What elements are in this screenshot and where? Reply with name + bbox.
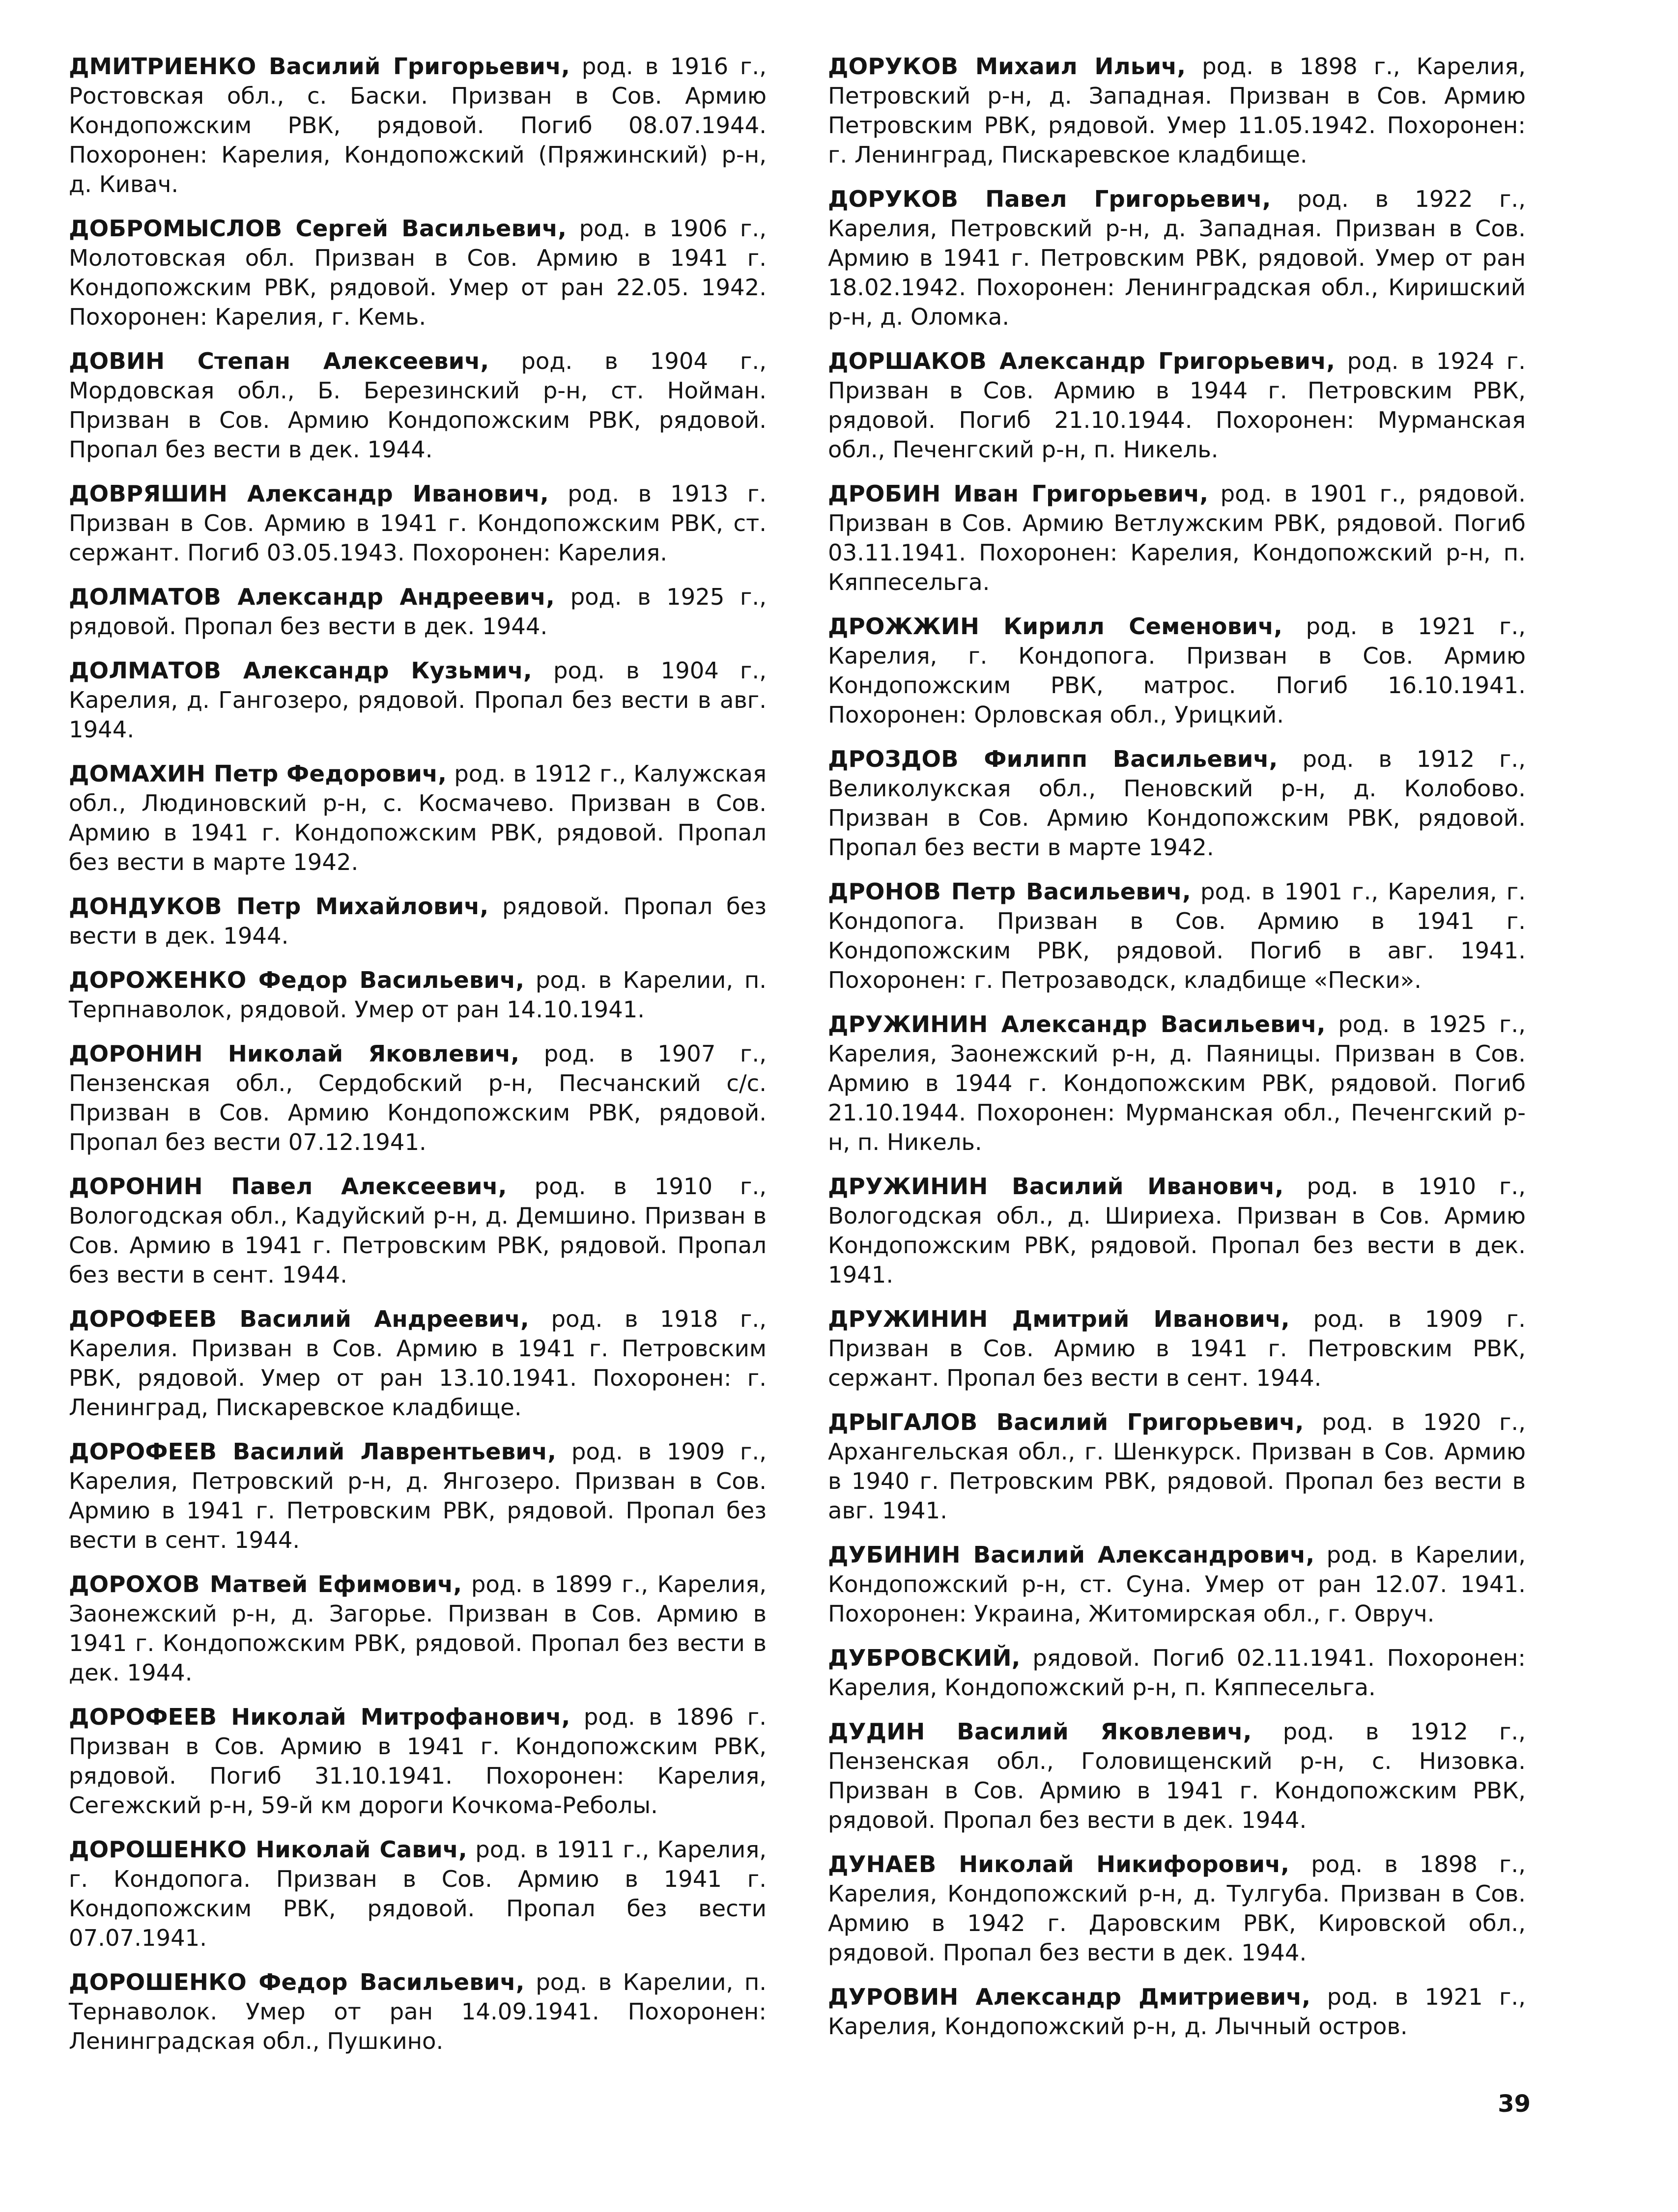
entry-details: род. в Карелии, п. Терпнаволок, рядовой. Умер от ран 14.10.1941.	[69, 967, 767, 1023]
entry-name: ДРОЗДОВ Филипп Васильевич,	[828, 746, 1278, 772]
entry-details: род. в 1921 г., Карелия, Кондопожский р-н, д. Лычный остров.	[828, 1984, 1526, 2040]
entry	[69, 479, 767, 567]
entry	[828, 1172, 1526, 1289]
entry-name: ДОРОШЕНКО Федор Васильевич,	[69, 1969, 525, 1995]
entry-details: род. в 1901 г., Карелия, г. Кондопога. Призван в Сов. Армию в 1941 г. Кондопожским РВК, рядовой. Погиб в авг. 1941. Похоронен: г. Петрозаводск, кладбище «Пески».	[828, 878, 1526, 993]
entry-name: ДОРОФЕЕВ Василий Андреевич,	[69, 1306, 529, 1332]
entry	[828, 1407, 1526, 1525]
entry	[828, 1643, 1526, 1702]
entry	[828, 1849, 1526, 1967]
entry-details: род. в 1920 г., Архангельская обл., г. Шенкурск. Призван в Сов. Армию в 1940 г. Петровским РВК, рядовой. Пропал без вести в авг. 1941.	[828, 1409, 1526, 1524]
entry-details: род. в 1911 г., Карелия, г. Кондопога. Призван в Сов. Армию в 1941 г. Кондопожским РВК, рядовой. Пропал без вести 07.07.1941.	[69, 1836, 767, 1951]
entry-details: род. в 1898 г., Карелия, Кондопожский р-н, д. Тулгуба. Призван в Сов. Армию в 1942 г. Даровским РВК, Кировской обл., рядовой. Пропал без вести в дек. 1944.	[828, 1851, 1526, 1966]
entry-name: ДРУЖИНИН Дмитрий Иванович,	[828, 1306, 1290, 1332]
entry-details: род. в 1912 г., Великолукская обл., Пеновский р-н, д. Колобово. Призван в Сов. Армию Кондопожским РВК, рядовой. Пропал без вести в марте 1942.	[828, 746, 1526, 861]
entry-name: ДОВИН Степан Алексеевич,	[69, 348, 489, 374]
entry	[828, 52, 1526, 169]
entry-details: род. в 1924 г. Призван в Сов. Армию в 1944 г. Петровским РВК, рядовой. Погиб 21.10.1944. Похоронен: Мурманская обл., Печенгский р-н, п. Никель.	[828, 348, 1526, 463]
entry-details: рядовой. Пропал без вести в дек. 1944.	[69, 893, 767, 949]
entry-details: род. в 1912 г., Калужская обл., Людиновский р-н, с. Космачево. Призван в Сов. Армию в 1941 г. Кондопожским РВК, рядовой. Пропал без вести в марте 1942.	[69, 760, 767, 875]
entry	[69, 214, 767, 332]
entry-details: род. в 1896 г. Призван в Сов. Армию в 1941 г. Кондопожским РВК, рядовой. Погиб 31.10.1941. Похоронен: Карелия, Сегежский р-н, 59-й км дороги Кочкома-Реболы.	[69, 1704, 767, 1819]
entry	[69, 1702, 767, 1820]
entry-name: ДУБИНИН Василий Александрович,	[828, 1541, 1315, 1568]
entry-name: ДРОЖЖИН Кирилл Семенович,	[828, 613, 1283, 640]
entry	[828, 612, 1526, 729]
entry-details: род. в 1922 г., Карелия, Петровский р-н, д. Западная. Призван в Сов. Армию в 1941 г. Петровским РВК, рядовой. Умер от ран 18.02.1942. Похоронен: Ленинградская обл., Киришский р-н, д. Оломка.	[828, 186, 1526, 330]
entry-details: род. в 1909 г. Призван в Сов. Армию в 1941 г. Петровским РВК, сержант. Пропал без вести в сент. 1944.	[828, 1306, 1526, 1391]
entry-details: род. в 1912 г., Пензенская обл., Головищенский р-н, с. Низовка. Призван в Сов. Армию в 1941 г. Кондопожским РВК, рядовой. Пропал без вести в дек. 1944.	[828, 1718, 1526, 1833]
entry	[69, 1039, 767, 1157]
entry	[69, 582, 767, 641]
entry-details: род. в 1925 г., Карелия, Заонежский р-н, д. Паяницы. Призван в Сов. Армию в 1944 г. Кондопожским РВК, рядовой. Погиб 21.10.1944. Похоронен: Мурманская обл., Печенгский р-н, п. Никель.	[828, 1011, 1526, 1155]
entry-name: ДРЫГАЛОВ Василий Григорьевич,	[828, 1409, 1304, 1435]
entry-name: ДОРОЖЕНКО Федор Васильевич,	[69, 967, 525, 993]
entry-name: ДОМАХИН Петр Федорович,	[69, 760, 447, 787]
entry-name: ДРОБИН Иван Григорьевич,	[828, 480, 1209, 507]
entry	[69, 346, 767, 464]
entry-name: ДОЛМАТОВ Александр Андреевич,	[69, 584, 555, 610]
entry	[828, 1304, 1526, 1393]
entry-name: ДРОНОВ Петр Васильевич,	[828, 878, 1191, 905]
entry-name: ДОРОФЕЕВ Николай Митрофанович,	[69, 1704, 570, 1730]
entry-name: ДУНАЕВ Николай Никифорович,	[828, 1851, 1290, 1877]
entry-details: род. в 1916 г., Ростовская обл., с. Баски. Призван в Сов. Армию Кондопожским РВК, рядовой. Погиб 08.07.1944. Похоронен: Карелия, Кондопожский (Пряжинский) р-н, д. Кивач.	[69, 53, 767, 197]
entry-details: род. в 1898 г., Карелия, Петровский р-н, д. Западная. Призван в Сов. Армию Петровским РВК, рядовой. Умер 11.05.1942. Похоронен: г. Ленинград, Пискаревское кладбище.	[828, 53, 1526, 168]
entry	[69, 1569, 767, 1687]
entry-name: ДОРУКОВ Михаил Ильич,	[828, 53, 1186, 80]
entry	[69, 965, 767, 1024]
entry-details: рядовой. Погиб 02.11.1941. Похоронен: Карелия, Кондопожский р-н, п. Кяппесельга.	[828, 1645, 1526, 1701]
entry-details: род. в Карелии, п. Тернаволок. Умер от ран 14.09.1941. Похоронен: Ленинградская обл., Пушкино.	[69, 1969, 767, 2054]
entry	[828, 1717, 1526, 1835]
entry	[69, 759, 767, 877]
entry-details: род. в 1904 г., Мордовская обл., Б. Березинский р-н, ст. Нойман. Призван в Сов. Армию Кондопожским РВК, рядовой. Пропал без вести в дек. 1944.	[69, 348, 767, 463]
entry-name: ДУБРОВСКИЙ,	[828, 1645, 1021, 1671]
entry-name: ДОНДУКОВ Петр Михайлович,	[69, 893, 489, 920]
entry-details: род. в 1910 г., Вологодская обл., Кадуйский р-н, д. Демшино. Призван в Сов. Армию в 1941 г. Петровским РВК, рядовой. Пропал без вести в сент. 1944.	[69, 1173, 767, 1288]
entry-details: род. в 1906 г., Молотовская обл. Призван в Сов. Армию в 1941 г. Кондопожским РВК, рядовой. Умер от ран 22.05. 1942. Похоронен: Карелия, г. Кемь.	[69, 215, 767, 330]
entry-name: ДРУЖИНИН Александр Васильевич,	[828, 1011, 1326, 1037]
left-column	[69, 52, 767, 2071]
entry-details: род. в 1909 г., Карелия, Петровский р-н, д. Янгозеро. Призван в Сов. Армию в 1941 г. Петровским РВК, рядовой. Пропал без вести в сент. 1944.	[69, 1438, 767, 1553]
entry-name: ДРУЖИНИН Василий Иванович,	[828, 1173, 1284, 1200]
entry-details: род. в 1918 г., Карелия. Призван в Сов. Армию в 1941 г. Петровским РВК, рядовой. Умер от ран 13.10.1941. Похоронен: г. Ленинград, Пискаревское кладбище.	[69, 1306, 767, 1421]
entry-details: род. в 1913 г. Призван в Сов. Армию в 1941 г. Кондопожским РВК, ст. сержант. Погиб 03.05.1943. Похоронен: Карелия.	[69, 480, 767, 566]
entry	[69, 1304, 767, 1422]
entry	[828, 1540, 1526, 1628]
entry-details: род. в 1921 г., Карелия, г. Кондопога. Призван в Сов. Армию Кондопожским РВК, матрос. Погиб 16.10.1941. Похоронен: Орловская обл., Урицкий.	[828, 613, 1526, 728]
entry-details: род. в 1901 г., рядовой. Призван в Сов. Армию Ветлужским РВК, рядовой. Погиб 03.11.1941. Похоронен: Карелия, Кондопожский р-н, п. Кяппесельга.	[828, 480, 1526, 595]
entry-name: ДОРОФЕЕВ Василий Лаврентьевич,	[69, 1438, 557, 1465]
entry-name: ДОРОХОВ Матвей Ефимович,	[69, 1571, 462, 1597]
entry	[828, 479, 1526, 597]
page-number: 39	[1498, 2090, 1531, 2118]
entry-details: род. в 1910 г., Вологодская обл., д. Шириеха. Призван в Сов. Армию Кондопожским РВК, рядовой. Пропал без вести в дек. 1941.	[828, 1173, 1526, 1288]
entry-details: род. в 1925 г., рядовой. Пропал без вести в дек. 1944.	[69, 584, 767, 640]
entry	[69, 1835, 767, 1953]
right-column	[828, 52, 1526, 2056]
entry	[828, 877, 1526, 995]
entry-name: ДУРОВИН Александр Дмитриевич,	[828, 1984, 1311, 2010]
entry	[69, 52, 767, 199]
entry	[69, 1172, 767, 1289]
entry-details: род. в Карелии, Кондопожский р-н, ст. Суна. Умер от ран 12.07. 1941. Похоронен: Украина, Житомирская обл., г. Овруч.	[828, 1541, 1526, 1627]
entry-name: ДОРОШЕНКО Николай Савич,	[69, 1836, 467, 1863]
entry	[69, 1437, 767, 1555]
entry-name: ДМИТРИЕНКО Василий Григорьевич,	[69, 53, 570, 80]
entry	[828, 744, 1526, 862]
entry	[69, 656, 767, 744]
entry-name: ДОБРОМЫСЛОВ Сергей Васильевич,	[69, 215, 567, 242]
entry-name: ДОЛМАТОВ Александр Кузьмич,	[69, 657, 532, 684]
entry-details: род. в 1904 г., Карелия, д. Гангозеро, рядовой. Пропал без вести в авг. 1944.	[69, 657, 767, 743]
entry-name: ДУДИН Василий Яковлевич,	[828, 1718, 1252, 1745]
entry	[828, 1982, 1526, 2041]
entry	[69, 892, 767, 951]
entry	[828, 184, 1526, 332]
entry-details: род. в 1907 г., Пензенская обл., Сердобский р-н, Песчанский с/с. Призван в Сов. Армию Кондопожским РВК, рядовой. Пропал без вести 07.12.1941.	[69, 1040, 767, 1155]
entry-name: ДОРОНИН Николай Яковлевич,	[69, 1040, 520, 1067]
entry-name: ДОВРЯШИН Александр Иванович,	[69, 480, 549, 507]
entry-details: род. в 1899 г., Карелия, Заонежский р-н, д. Загорье. Призван в Сов. Армию в 1941 г. Кондопожским РВК, рядовой. Пропал без вести в дек. 1944.	[69, 1571, 767, 1686]
entry-name: ДОРОНИН Павел Алексеевич,	[69, 1173, 507, 1200]
entry	[69, 1967, 767, 2056]
entry-name: ДОРШАКОВ Александр Григорьевич,	[828, 348, 1336, 374]
entry	[828, 1009, 1526, 1157]
entry	[828, 346, 1526, 464]
entry-name: ДОРУКОВ Павел Григорьевич,	[828, 186, 1271, 212]
